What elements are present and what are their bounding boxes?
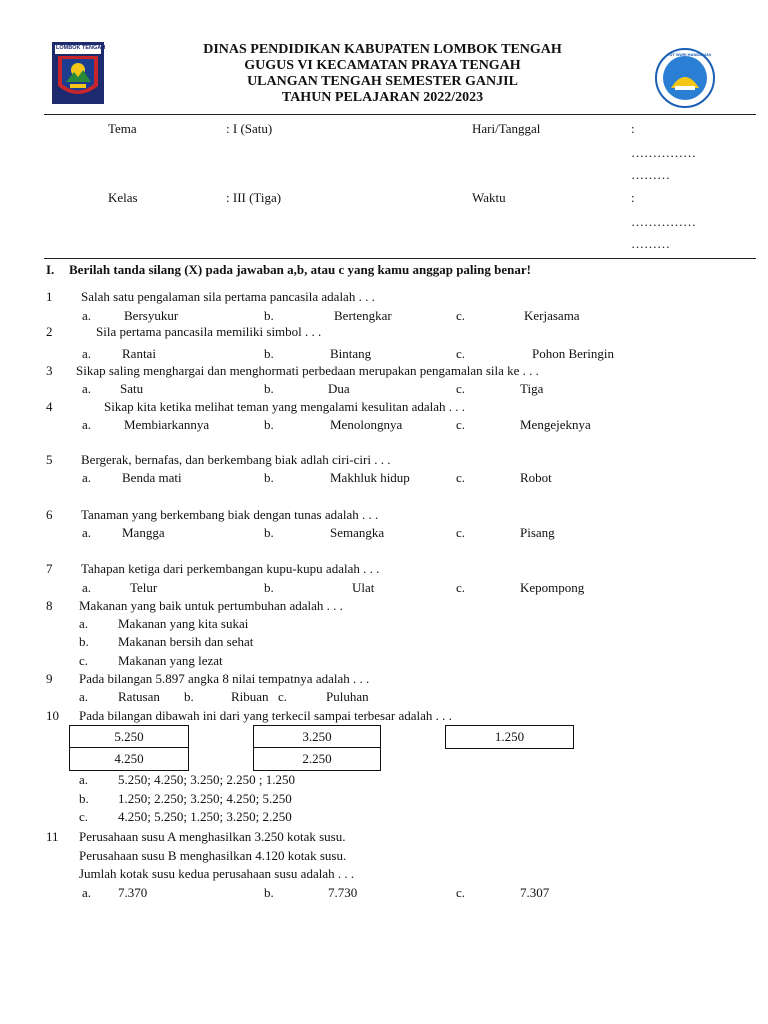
option-letter: c. <box>456 580 466 595</box>
option-letter: a. <box>82 417 92 432</box>
number-box-value: 1.250 <box>494 729 525 744</box>
option-letter: a. <box>79 616 89 631</box>
option-letter: a. <box>82 525 92 540</box>
option-letter: b. <box>264 580 274 595</box>
option-text: Makhluk hidup <box>330 470 410 485</box>
waktu-colon: : <box>631 190 635 205</box>
question-number: 6 <box>46 507 53 522</box>
option-text: Kepompong <box>520 580 585 595</box>
option-text: Mengejeknya <box>520 417 591 432</box>
info-divider <box>44 258 756 259</box>
header-line-2: GUGUS VI KECAMATAN PRAYA TENGAH <box>244 58 521 73</box>
option-text: Ratusan <box>118 689 160 704</box>
option-letter: b. <box>264 308 274 323</box>
option-text: Pisang <box>520 525 555 540</box>
number-box-value: 2.250 <box>302 751 332 766</box>
option-letter: b. <box>264 525 274 540</box>
question-number: 3 <box>46 363 53 378</box>
option-letter: a. <box>82 346 92 361</box>
hari-dots-1: …………… <box>631 145 696 160</box>
option-text: Satu <box>120 381 144 396</box>
option-text: Menolongnya <box>330 417 403 432</box>
option-letter: b. <box>79 634 89 649</box>
question-text: Sila pertama pancasila memiliki simbol . . . <box>96 324 322 339</box>
option-letter: c. <box>278 689 288 704</box>
tut-wuri-logo <box>655 48 715 108</box>
question-text-line: Perusahaan susu A menghasilkan 3.250 kotak susu. <box>79 829 346 844</box>
option-letter: c. <box>456 417 466 432</box>
header-line-4: TAHUN PELAJARAN 2022/2023 <box>281 90 484 105</box>
option-letter: b. <box>264 381 274 396</box>
option-letter: c. <box>456 346 466 361</box>
option-letter: c. <box>456 885 466 900</box>
option-letter: a. <box>82 470 92 485</box>
question-text: Sikap saling menghargai dan menghormati perbedaan merupakan pengamalan sila ke . . . <box>76 363 539 378</box>
option-text: 5.250; 4.250; 3.250; 2.250 ; 1.250 <box>118 772 295 787</box>
number-box-left-divider <box>69 747 189 748</box>
option-text: 7.730 <box>328 885 358 900</box>
option-text: Makanan yang lezat <box>118 653 223 668</box>
question-text-line: Jumlah kotak susu kedua perusahaan susu adalah . . . <box>79 866 355 881</box>
option-text: Dua <box>328 381 350 396</box>
option-text: Makanan bersih dan sehat <box>118 634 254 649</box>
option-text: Kerjasama <box>524 308 580 323</box>
option-letter: a. <box>82 308 92 323</box>
question-text-line: Perusahaan susu B menghasilkan 4.120 kotak susu. <box>79 848 347 863</box>
district-logo-label: LOMBOK TENGAH <box>56 45 106 51</box>
kelas-value: : III (Tiga) <box>226 190 282 205</box>
question-number: 7 <box>46 561 53 576</box>
option-letter: b. <box>264 885 274 900</box>
option-text: Bintang <box>330 346 372 361</box>
option-text: Telur <box>130 580 158 595</box>
option-text: Rantai <box>122 346 156 361</box>
tut-wuri-logo-label: TUT WURI HANDAYANI <box>667 52 711 57</box>
question-number: 1 <box>46 289 53 304</box>
document-header <box>140 42 625 106</box>
district-logo <box>52 42 104 104</box>
option-letter: a. <box>82 381 92 396</box>
kelas-label: Kelas <box>108 190 138 205</box>
option-text: 4.250; 5.250; 1.250; 3.250; 2.250 <box>118 809 292 824</box>
option-text: Mangga <box>122 525 165 540</box>
question-text: Pada bilangan 5.897 angka 8 nilai tempatnya adalah . . . <box>79 671 370 686</box>
option-letter: b. <box>264 346 274 361</box>
option-text: Ulat <box>352 580 375 595</box>
number-box-value: 5.250 <box>114 729 144 744</box>
tema-label: Tema <box>108 121 137 136</box>
option-letter: c. <box>456 525 466 540</box>
question-number: 11 <box>46 829 59 844</box>
header-line-3: ULANGAN TENGAH SEMESTER GANJIL <box>247 74 518 89</box>
question-number: 5 <box>46 452 53 467</box>
question-number: 10 <box>46 708 59 723</box>
question-text: Tahapan ketiga dari perkembangan kupu-kupu adalah . . . <box>81 561 380 576</box>
option-letter: c. <box>456 381 466 396</box>
option-text: Benda mati <box>122 470 182 485</box>
option-letter: a. <box>82 580 92 595</box>
section-instruction: Berilah tanda silang (X) pada jawaban a,b, atau c yang kamu anggap paling benar! <box>69 262 531 277</box>
option-letter: a. <box>82 885 92 900</box>
option-text: Membiarkannya <box>124 417 210 432</box>
waktu-dots-2: ……… <box>631 236 670 251</box>
option-text: Ribuan <box>231 689 269 704</box>
option-letter: a. <box>79 689 89 704</box>
option-text: 7.370 <box>118 885 148 900</box>
question-text: Tanaman yang berkembang biak dengan tunas adalah . . . <box>81 507 379 522</box>
option-text: Pohon Beringin <box>532 346 614 361</box>
question-number: 8 <box>46 598 53 613</box>
question-text: Bergerak, bernafas, dan berkembang biak adlah ciri-ciri . . . <box>81 452 391 467</box>
question-number: 4 <box>46 399 53 414</box>
option-letter: b. <box>79 791 89 806</box>
option-text: Makanan yang kita sukai <box>118 616 249 631</box>
option-letter: c. <box>79 809 89 824</box>
hari-dots-2: ……… <box>631 167 670 182</box>
option-text: Puluhan <box>326 689 369 704</box>
hari-colon: : <box>631 121 635 136</box>
question-text: Pada bilangan dibawah ini dari yang terkecil sampai terbesar adalah . . . <box>79 708 452 723</box>
option-text: 1.250; 2.250; 3.250; 4.250; 5.250 <box>118 791 292 806</box>
question-number: 2 <box>46 324 53 339</box>
section-number: I. <box>46 262 55 277</box>
option-text: Bersyukur <box>124 308 179 323</box>
waktu-dots-1: …………… <box>631 214 696 229</box>
option-letter: b. <box>264 470 274 485</box>
option-letter: c. <box>79 653 89 668</box>
number-box-value: 3.250 <box>302 729 332 744</box>
question-number: 9 <box>46 671 53 686</box>
option-text: Robot <box>520 470 552 485</box>
tema-value: : I (Satu) <box>226 121 273 136</box>
question-text: Makanan yang baik untuk pertumbuhan adalah . . . <box>79 598 343 613</box>
option-letter: a. <box>79 772 89 787</box>
hari-label: Hari/Tanggal <box>472 121 541 136</box>
option-text: Semangka <box>330 525 385 540</box>
header-divider <box>44 114 756 115</box>
header-line-1: DINAS PENDIDIKAN KABUPATEN LOMBOK TENGAH <box>203 42 562 57</box>
waktu-label: Waktu <box>472 190 506 205</box>
option-text: 7.307 <box>520 885 550 900</box>
question-text: Salah satu pengalaman sila pertama pancasila adalah . . . <box>81 289 375 304</box>
question-text: Sikap kita ketika melihat teman yang mengalami kesulitan adalah . . . <box>104 399 466 414</box>
option-letter: c. <box>456 470 466 485</box>
option-letter: b. <box>264 417 274 432</box>
option-text: Tiga <box>520 381 544 396</box>
option-text: Bertengkar <box>334 308 392 323</box>
number-box-middle-divider <box>253 747 381 748</box>
option-letter: b. <box>184 689 194 704</box>
option-letter: c. <box>456 308 466 323</box>
number-box-value: 4.250 <box>114 751 144 766</box>
